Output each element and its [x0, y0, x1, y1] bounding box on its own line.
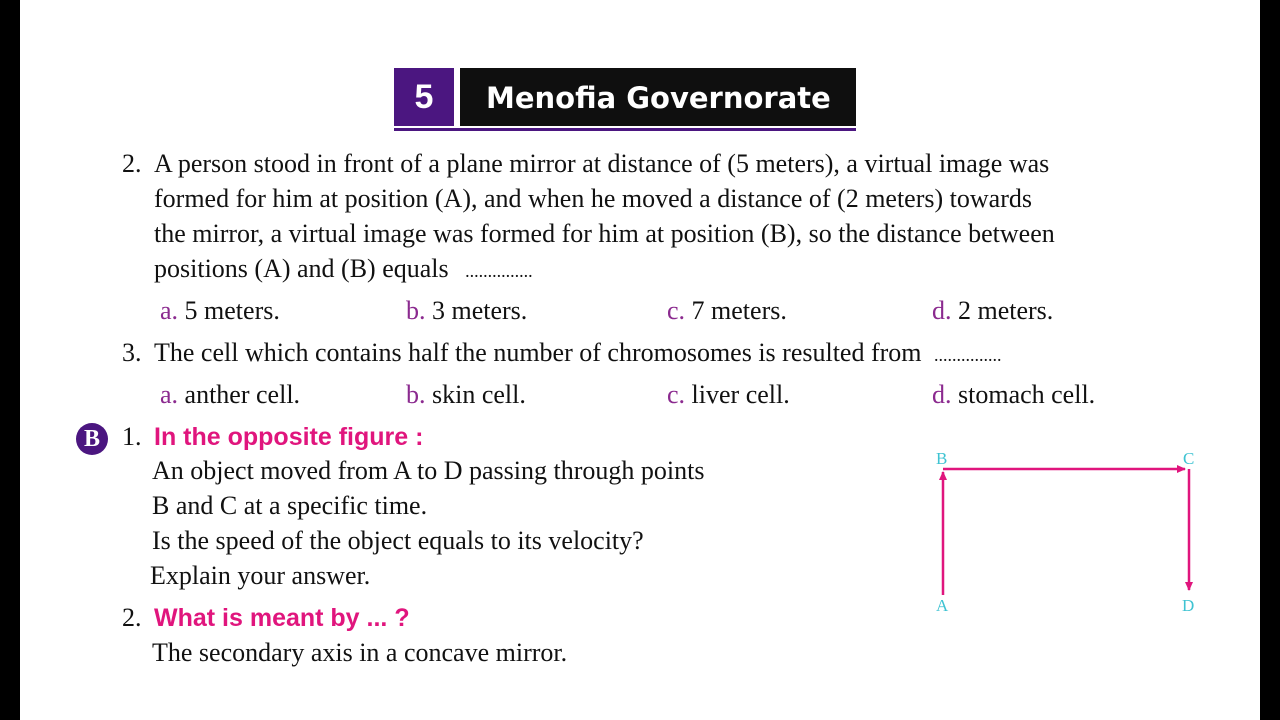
q2-option-b-letter: b.: [406, 296, 426, 325]
q2-number: 2.: [122, 149, 142, 178]
q3-option-a-text: anther cell.: [184, 380, 301, 409]
b-q1-line-1: An object moved from A to D passing through points: [152, 456, 705, 485]
q3-option-c-letter: c.: [667, 380, 686, 409]
q3-option-c-text: liver cell.: [691, 380, 790, 409]
point-d-label: D: [1182, 596, 1195, 615]
q3-option-a: [160, 380, 300, 410]
q3-text: The cell which contains half the number of chromosomes is resulted from: [154, 338, 922, 367]
q3-line: [154, 338, 1002, 370]
header-underline: [394, 128, 856, 131]
q2-option-b-text: 3 meters.: [432, 296, 528, 325]
section-b-badge: B: [76, 423, 108, 455]
q2-line-4-text: positions (A) and (B) equals: [154, 254, 449, 283]
b-q1-line-2: B and C at a specific time.: [152, 491, 428, 520]
q3-blank: ...............: [934, 345, 1002, 365]
b-q1-heading: In the opposite figure :: [154, 423, 424, 451]
q2-option-c-letter: c.: [667, 296, 686, 325]
q3-option-d-text: stomach cell.: [958, 380, 1096, 409]
section-number: 5: [394, 68, 454, 126]
q2-option-c: [667, 296, 787, 326]
q3-option-b-text: skin cell.: [432, 380, 526, 409]
q2-option-d: [932, 296, 1053, 326]
q2-option-a-text: 5 meters.: [184, 296, 280, 325]
q2-line-2: formed for him at position (A), and when he moved a distance of (2 meters) towards: [154, 184, 1032, 213]
point-b-label: B: [936, 449, 948, 468]
motion-path-figure: [920, 440, 1220, 625]
b-q1-number: 1.: [122, 422, 142, 451]
point-c-label: C: [1183, 449, 1195, 468]
section-title: Menofia Governorate: [460, 68, 856, 126]
q2-option-a-letter: a.: [160, 296, 179, 325]
q3-option-a-letter: a.: [160, 380, 179, 409]
point-a-label: A: [936, 596, 949, 615]
b-q2-heading: What is meant by ... ?: [154, 604, 410, 632]
q3-option-c: [667, 380, 790, 410]
b-q1-line-4: Explain your answer.: [150, 561, 371, 590]
worksheet-page: [20, 0, 1260, 720]
q2-line-1: A person stood in front of a plane mirror at distance of (5 meters), a virtual image was: [154, 149, 1050, 178]
q2-line-3: the mirror, a virtual image was formed for him at position (B), so the distance between: [154, 219, 1055, 248]
b-q2-text: The secondary axis in a concave mirror.: [152, 638, 568, 667]
q3-option-b: [406, 380, 526, 410]
q2-option-d-text: 2 meters.: [958, 296, 1054, 325]
q2-option-a: [160, 296, 280, 326]
q2-option-b: [406, 296, 527, 326]
b-q1-line-3: Is the speed of the object equals to its velocity?: [152, 526, 644, 555]
q3-option-b-letter: b.: [406, 380, 426, 409]
q3-option-d: [932, 380, 1095, 410]
q3-number: 3.: [122, 338, 142, 367]
q2-line-4: [154, 254, 533, 286]
b-q2-number: 2.: [122, 603, 142, 632]
q3-option-d-letter: d.: [932, 380, 952, 409]
q2-option-d-letter: d.: [932, 296, 952, 325]
q2-option-c-text: 7 meters.: [691, 296, 787, 325]
q2-blank: ...............: [465, 261, 533, 281]
